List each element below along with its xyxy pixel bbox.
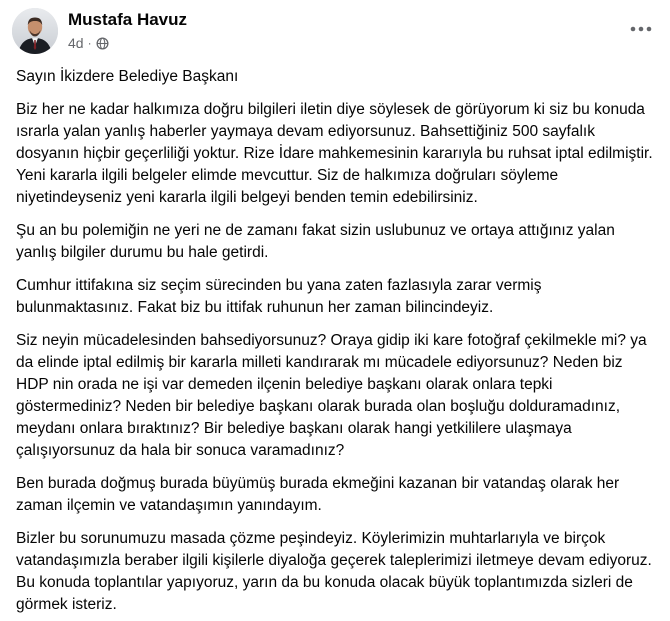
post-paragraph: Siz neyin mücadelesinden bahsediyorsunuz? Oraya gidip iki kare fotoğraf çekilmekle mi? ya da elinde iptal edilmiş bir kararla milleti kandırarak mı mücadele ediyorsunuz? Neden biz HDP nin orada ne işi var demeden ilçenin belediye başkanı olarak onlara tepki göstermediniz? Neden bir belediye başkanı olarak burada olan boşluğu dolduramadınız, meydanı onlara bıraktınız? Bir belediye başkanı olarak hangi yetkililere ulaşmaya çalışıyorsunuz da hala bir sonuca varamadınız? xyxy=(16,332,647,459)
author-name[interactable]: Mustafa Havuz xyxy=(68,10,188,29)
post-content xyxy=(16,66,656,621)
more-options-button[interactable] xyxy=(628,18,654,40)
post-meta xyxy=(68,35,109,51)
avatar[interactable] xyxy=(12,8,58,54)
post-paragraph: Biz her ne kadar halkımıza doğru bilgileri iletin diye söylesek de görüyorum ki siz bu konuda ısrarla yalan yanlış haberler yaymaya devam ediyorsunuz. Bahsettiğiniz 500 sayfalık dosyanın hiçbir geçerliliği yoktur. Rize İdare mahkemesinin kararıyla bu ruhsat iptal edilmiştir. Yeni kararla ilgili belgeler elimde mevcuttur. Siz de halkımıza doğruları söyleme niyetindeyseniz yeni kararla ilgili belgeyi benden temin edebilirsiniz. xyxy=(16,101,653,206)
post-greeting: Sayın İkizdere Belediye Başkanı xyxy=(16,68,239,85)
globe-icon[interactable] xyxy=(96,37,109,50)
meta-separator: · xyxy=(87,36,92,50)
post-paragraph: Ben burada doğmuş burada büyümüş burada ekmeğini kazanan bir vatandaş olarak her zaman ilçemin ve vatandaşımın yanındayım. xyxy=(16,475,620,514)
post-paragraph: Şu an bu polemiğin ne yeri ne de zamanı fakat sizin uslubunuz ve ortaya attığınız yalan yanlış bilgiler durumu bu hale getirdi. xyxy=(16,222,615,261)
post-paragraph: Bizler bu sorunumuzu masada çözme peşindeyiz. Köylerimizin muhtarlarıyla ve birçok vatandaşımızla beraber ilgili kişilerle diyaloğa geçerek taleplerimizi iletmeye devam ediyoruz. Bu konuda toplantılar yapıyoruz, yarın da bu konuda olacak büyük toplantımızda sizleri de görmek isteriz. xyxy=(16,530,652,613)
post-time[interactable]: 4d xyxy=(68,35,84,51)
post-header xyxy=(12,8,658,58)
more-horizontal-icon xyxy=(630,26,652,32)
post-paragraph: Cumhur ittifakına siz seçim sürecinden bu yana zaten fazlasıyla zarar vermiş bulunmaktasınız. Fakat biz bu ittifak ruhunun her zaman bilincindeyiz. xyxy=(16,277,542,316)
avatar-image xyxy=(12,8,58,54)
